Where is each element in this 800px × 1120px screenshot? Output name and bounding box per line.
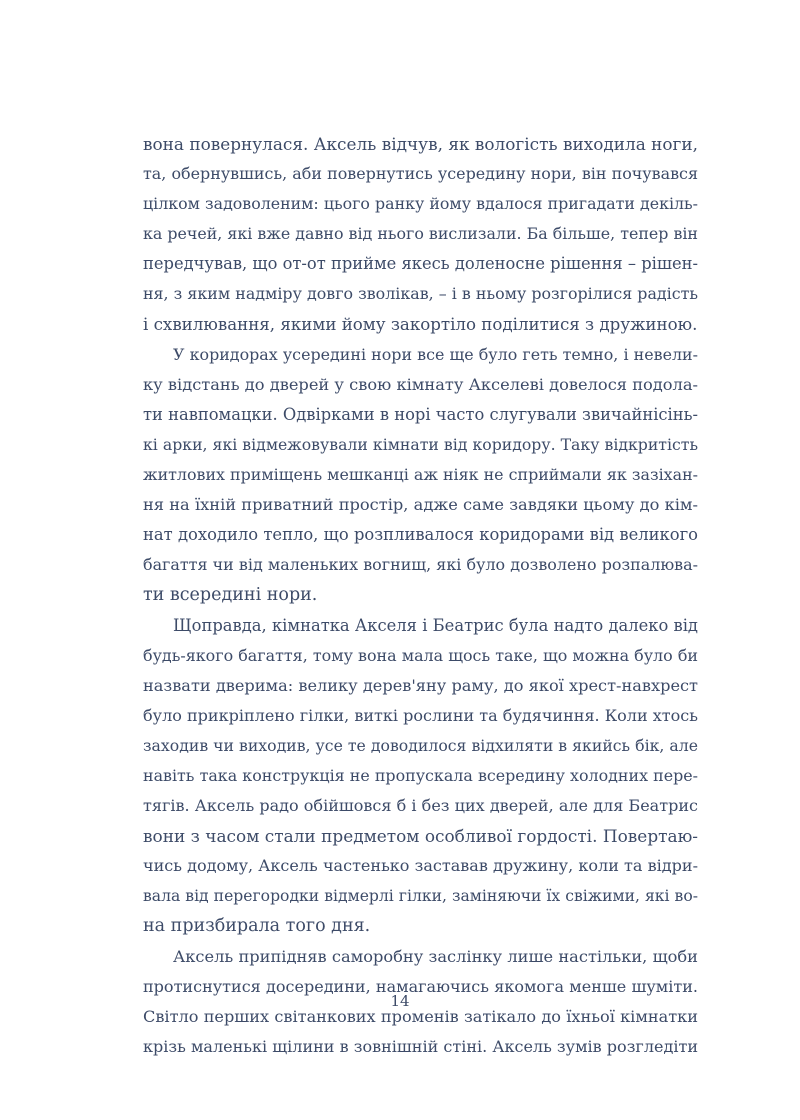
- paragraph: [143, 611, 698, 942]
- body-text: [143, 129, 698, 1062]
- text-line: У коридорах усередині нори все ще було геть темно, і невели-: [173, 344, 698, 364]
- text-line: ти навпомацки. Одвірками в норі часто слугували звичайнісінь-: [143, 404, 698, 424]
- text-line: нат доходило тепло, що розпливалося коридорами від великого: [143, 525, 698, 545]
- text-line: на призбирала того дня.: [143, 916, 371, 937]
- text-line: передчував, що от-от прийме якесь доленосне рішення – рішен-: [143, 254, 698, 274]
- text-line: ти всередині нори.: [143, 585, 318, 606]
- text-line: Аксель припідняв саморобну заслінку лише настільки, щоби: [173, 946, 698, 966]
- text-line: ня на їхній приватний простір, адже саме завдяки цьому до кім-: [143, 495, 698, 515]
- text-line: багаття чи від маленьких вогнищ, які було дозволено розпалюва-: [143, 555, 698, 575]
- text-line: було прикріплено гілки, виткі рослини та будячиння. Коли хтось: [143, 705, 698, 725]
- paragraph: [143, 129, 698, 340]
- page-number: 14: [390, 992, 410, 1010]
- paragraph: [143, 340, 698, 611]
- text-line: вала від перегородки відмерлі гілки, заміняючи їх свіжими, які во-: [143, 887, 698, 906]
- text-line: Щоправда, кімнатка Акселя і Беатрис була надто далеко від: [173, 615, 698, 635]
- text-line: вони з часом стали предметом особливої гордості. Повертаю-: [143, 826, 698, 847]
- text-line: тягів. Аксель радо обійшовся б і без цих дверей, але для Беатрис: [143, 796, 698, 816]
- text-line: ка речей, які вже давно від нього вислизали. Ба більше, тепер він: [143, 224, 698, 244]
- text-line: назвати дверима: велику дерев'яну раму, до якої хрест-навхрест: [143, 675, 698, 695]
- text-line: і схвилювання, якими йому закортіло поділитися з дружиною.: [143, 314, 698, 334]
- text-line: кі арки, які відмежовували кімнати від коридору. Таку відкритість: [143, 434, 698, 454]
- text-line: вона повернулася. Аксель відчув, як вологість виходила ноги,: [143, 134, 698, 154]
- text-line: заходив чи виходив, усе те доводилося відхиляти в якийсь бік, але: [143, 735, 698, 755]
- text-line: чись додому, Аксель частенько заставав дружину, коли та відри-: [143, 856, 698, 876]
- text-line: житлових приміщень мешканці аж ніяк не сприймали як зазіхан-: [143, 465, 698, 485]
- text-line: будь-якого багаття, тому вона мала щось таке, що можна було би: [143, 645, 698, 665]
- text-line: навіть така конструкція не пропускала всередину холодних пере-: [143, 765, 698, 785]
- text-line: протиснутися досередини, намагаючись якомога менше шуміти.: [143, 976, 698, 996]
- text-line: ку відстань до дверей у свою кімнату Акселеві довелося подола-: [143, 374, 698, 394]
- text-line: ня, з яким надміру довго зволікав, – і в ньому розгорілися радість: [143, 284, 698, 304]
- text-line: крізь маленькі щілини в зовнішній стіні. Аксель зумів розгледіти: [143, 1036, 698, 1056]
- text-line: Світло перших світанкових променів затікало до їхньої кімнатки: [143, 1006, 698, 1026]
- text-line: та, обернувшись, аби повернутись усередину нори, він почувався: [143, 164, 698, 184]
- text-line: цілком задоволеним: цього ранку йому вдалося пригадати декіль-: [143, 194, 698, 214]
